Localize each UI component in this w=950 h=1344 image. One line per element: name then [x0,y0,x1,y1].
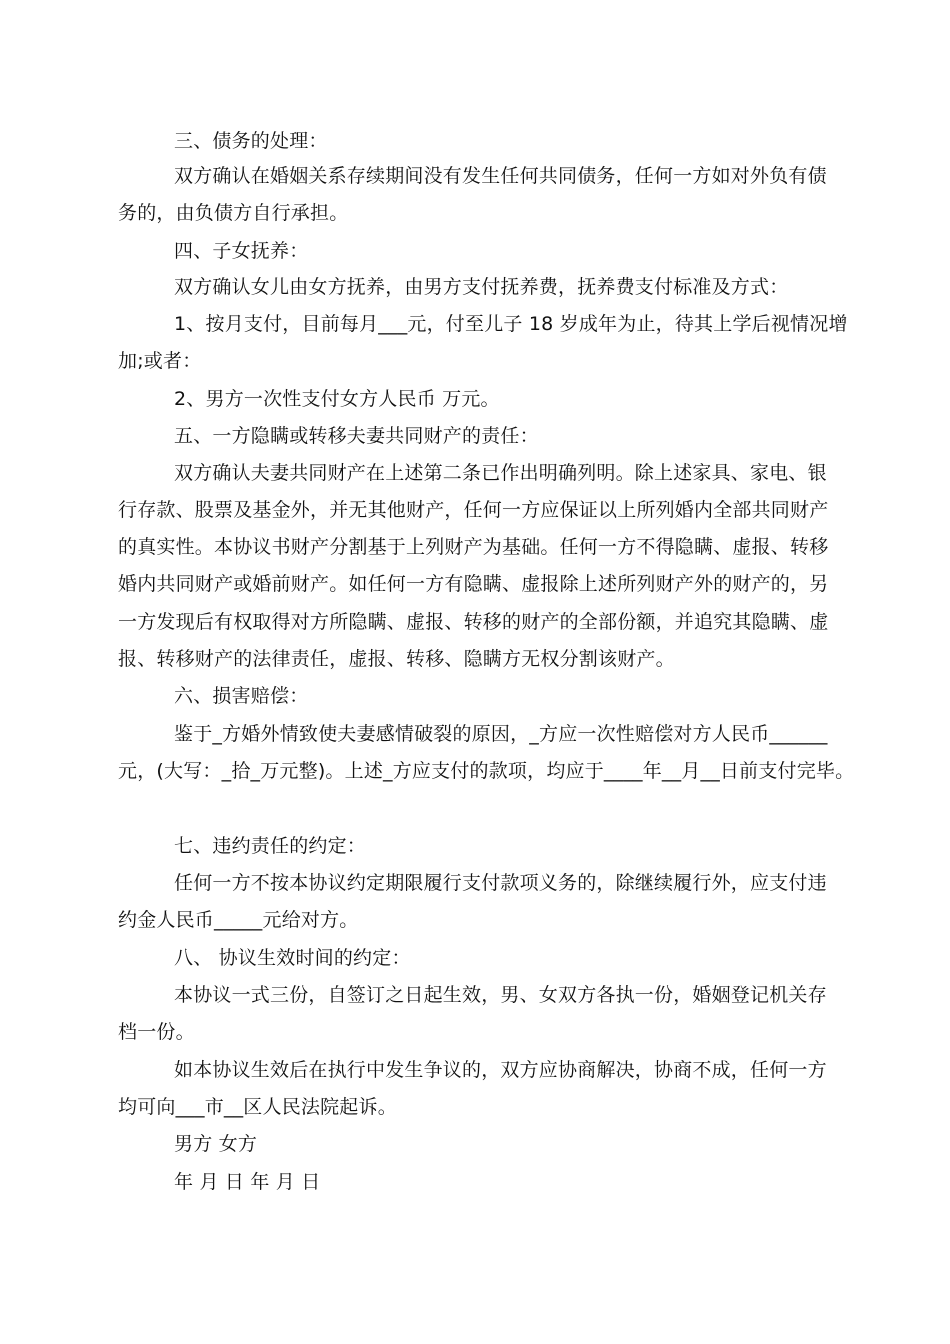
paragraph-line: 的真实性。本协议书财产分割基于上列财产为基础。任何一方不得隐瞒、虚报、转移 [118,536,829,558]
paragraph-line: 如本协议生效后在执行中发生争议的，双方应协商解决，协商不成，任何一方 [174,1059,827,1081]
paragraph-line: 婚内共同财产或婚前财产。如任何一方有隐瞒、虚报除上述所列财产外的财产的，另 [118,573,829,595]
section-heading-damages: 六、损害赔偿： [174,685,309,707]
paragraph-line: 双方确认夫妻共同财产在上述第二条已作出明确列明。除上述家具、家电、银 [174,462,827,484]
paragraph-line: 任何一方不按本协议约定期限履行支付款项义务的，除继续履行外，应支付违 [174,872,827,894]
paragraph-line: 鉴于_方婚外情致使夫妻感情破裂的原因，_方应一次性赔偿对方人民币______ [174,723,828,745]
paragraph-line: 行存款、股票及基金外，并无其他财产，任何一方应保证以上所列婚内全部共同财产 [118,499,829,521]
paragraph-line: 元，(大写：_拾_万元整)。上述_方应支付的款项，均应于____年__月__日前支付完毕。 [118,760,855,782]
paragraph-line: 约金人民币_____元给对方。 [118,909,359,931]
paragraph-line: 一方发现后有权取得对方所隐瞒、虚报、转移的财产的全部份额，并追究其隐瞒、虚 [118,611,829,633]
signature-dates: 年 月 日 年 月 日 [174,1171,321,1193]
section-heading-concealment: 五、一方隐瞒或转移夫妻共同财产的责任： [174,425,539,447]
paragraph-line: 务的，由负债方自行承担。 [118,202,349,224]
signature-parties: 男方 女方 [174,1133,258,1155]
paragraph-line: 报、转移财产的法律责任，虚报、转移、隐瞒方无权分割该财产。 [118,648,675,670]
paragraph-line: 本协议一式三份，自签订之日起生效，男、女双方各执一份，婚姻登记机关存 [174,984,827,1006]
section-heading-effective-date: 八、 协议生效时间的约定： [174,947,411,969]
paragraph-line: 均可向___市__区人民法院起诉。 [118,1096,397,1118]
paragraph-line: 1、按月支付，目前每月___元，付至儿子 18 岁成年为止，待其上学后视情况增 [174,313,848,335]
section-heading-debts: 三、债务的处理： [174,130,328,152]
paragraph-line: 档一份。 [118,1021,195,1043]
section-heading-child-support: 四、子女抚养： [174,240,309,262]
section-heading-breach: 七、违约责任的约定： [174,835,367,857]
paragraph-line: 加;或者： [118,350,202,372]
paragraph-line: 2、男方一次性支付女方人民币 万元。 [174,388,500,410]
paragraph-line: 双方确认在婚姻关系存续期间没有发生任何共同债务，任何一方如对外负有债 [174,165,827,187]
paragraph-line: 双方确认女儿由女方抚养，由男方支付抚养费，抚养费支付标准及方式： [174,276,789,298]
